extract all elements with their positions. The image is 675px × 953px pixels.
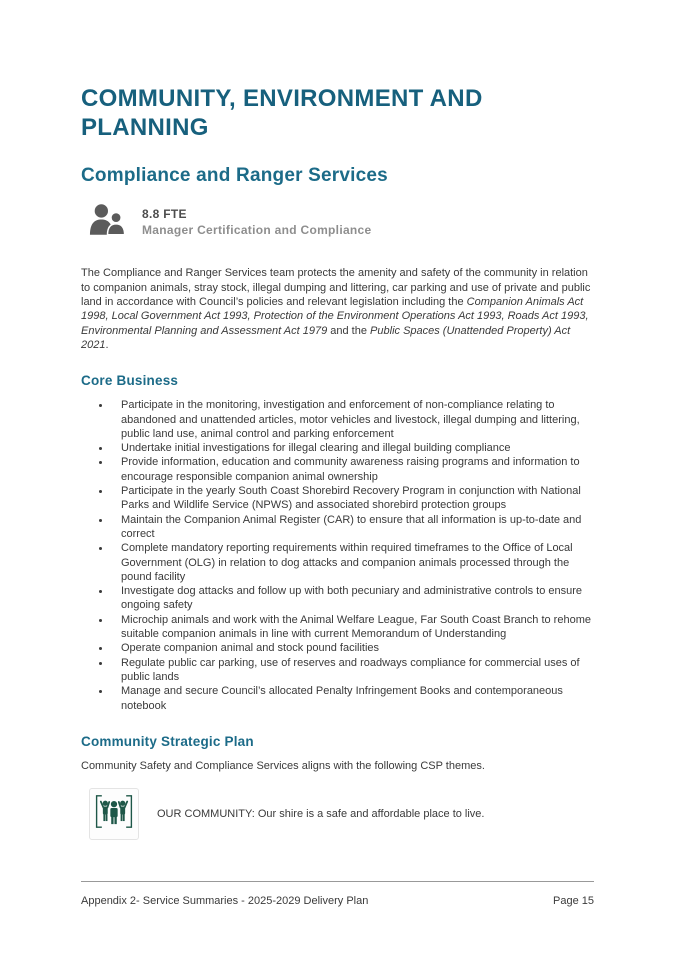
page-title: COMMUNITY, ENVIRONMENT AND PLANNING: [81, 85, 483, 142]
core-business-item: • Provide information, education and community awareness raising programs and information to encourage responsible companion animal ownership: [111, 455, 594, 484]
core-business-item: • Regulate public car parking, use of reserves and roadways compliance for commercial uses of public lands: [111, 656, 594, 685]
core-business-item: • Maintain the Companion Animal Register (CAR) to ensure that all information is up-to-date and correct: [111, 513, 594, 542]
csp-theme-text: OUR COMMUNITY: Our shire is a safe and affordable place to live.: [157, 808, 485, 821]
core-business-list: [81, 398, 594, 713]
staff-icon: [89, 203, 127, 241]
csp-lead-text: Community Safety and Compliance Services aligns with the following CSP themes.: [81, 760, 485, 773]
footer-divider: [81, 881, 594, 882]
footer-page-number: Page 15: [553, 895, 594, 907]
csp-theme-row: [89, 788, 594, 840]
core-business-item: • Participate in the yearly South Coast Shorebird Recovery Program in conjunction with National Parks and Wildlife Service (NPWS) and associated shorebird protection groups: [111, 484, 594, 513]
content-area: [81, 84, 594, 840]
core-business-item: • Participate in the monitoring, investigation and enforcement of non-compliance relating to abandoned and unattended articles, motor vehicles and livestock, illegal dumping and littering, public land use, animal control and parking enforcement: [111, 398, 594, 441]
footer-document-title: Appendix 2- Service Summaries - 2025-2029 Delivery Plan: [81, 895, 369, 907]
fte-count: 8.8 FTE: [142, 207, 187, 222]
intro-paragraph: The Compliance and Ranger Services team protects the amenity and safety of the community in relation to companion animals, stray stock, illegal dumping and littering, car parking and use of private and public land in accordance with Council’s policies and relevant legislation including the Companion Animals Act 1998, Local Government Act 1993, Protection of the Environment Operations Act 1993, Roads Act 1993, Environmental Planning and Assessment Act 1979 and the Public Spaces (Unattended Property) Act 2021.: [81, 267, 591, 351]
fte-manager-title: Manager Certification and Compliance: [142, 223, 372, 238]
community-icon: [94, 793, 134, 835]
core-business-item: • Manage and secure Council’s allocated Penalty Infringement Books and contemporaneous notebook: [111, 684, 594, 713]
core-business-item: • Operate companion animal and stock pound facilities: [111, 641, 594, 655]
core-business-item: • Complete mandatory reporting requirements within required timeframes to the Office of Local Government (OLG) in relation to dog attacks and companion animals processed through the pound facility: [111, 541, 594, 584]
fte-text: [142, 207, 372, 237]
page-footer: [81, 881, 594, 907]
csp-heading: Community Strategic Plan: [81, 733, 254, 749]
core-business-item: • Microchip animals and work with the Animal Welfare League, Far South Coast Branch to rehome suitable companion animals in line with current Memorandum of Understanding: [111, 613, 594, 642]
core-business-item: • Undertake initial investigations for illegal clearing and illegal building compliance: [111, 441, 594, 455]
service-title: Compliance and Ranger Services: [81, 164, 388, 186]
core-business-item: • Investigate dog attacks and follow up with both pecuniary and administrative controls to ensure ongoing safety: [111, 584, 594, 613]
core-business-heading: Core Business: [81, 373, 179, 389]
fte-block: [89, 203, 594, 241]
community-icon-box: [89, 788, 139, 840]
